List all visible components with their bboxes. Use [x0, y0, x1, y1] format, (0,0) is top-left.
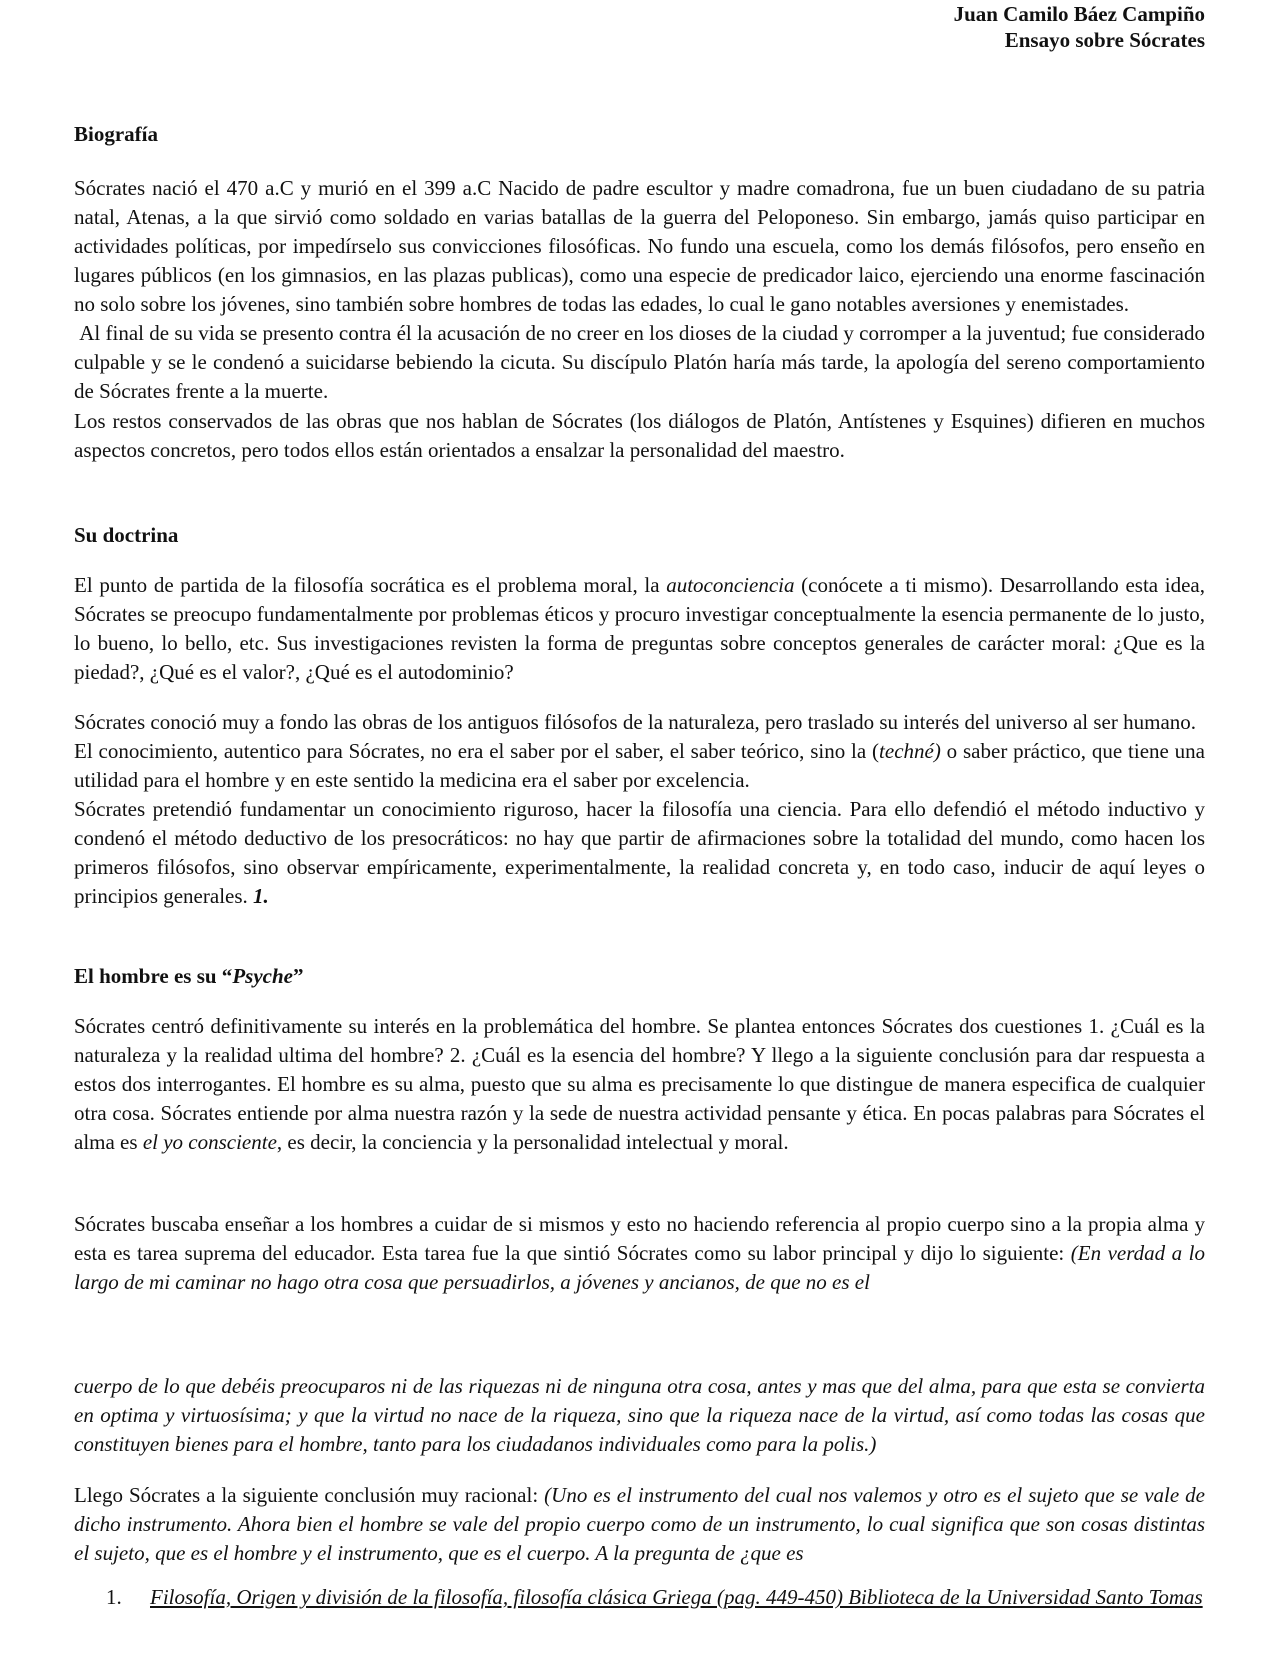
footnote-number: 1.: [106, 1585, 122, 1609]
document-subtitle: Ensayo sobre Sócrates: [1004, 28, 1205, 52]
document-header: [954, 0, 1205, 53]
author-name: Juan Camilo Báez Campiño: [953, 2, 1205, 26]
footnote-text: Filosofía, Origen y división de la filosofía, filosofía clásica Griega (pag. 449-450) Biblioteca de la Universidad Santo Tomas: [150, 1585, 1203, 1609]
section-psyche: [74, 962, 1205, 991]
paragraph: Sócrates nació el 470 a.C y murió en el 399 a.C Nacido de padre escultor y madre comadrona, fue un buen ciudadano de su patria natal, Atenas, a la que sirvió como soldado en varias batallas de la guerra del Peloponeso. Sin embargo, jamás quiso participar en actividades políticas, por impedírselo sus convicciones filosóficas. No fundo una escuela, como los demás filósofos, pero enseño en lugares públicos (en los gimnasios, en las plazas publicas), como una especie de predicador laico, ejerciendo una enorme fascinación no solo sobre los jóvenes, sino también sobre hombres de todas las edades, lo cual le gano notables aversiones y enemistades.: [74, 176, 1205, 316]
paragraph: Sócrates centró definitivamente su interés en la problemática del hombre. Se plantea entonces Sócrates dos cuestiones 1. ¿Cuál es la naturaleza y la realidad ultima del hombre? 2. ¿Cuál es la esencia del hombre? Y llego a la siguiente conclusión para dar respuesta a estos dos interrogantes. El hombre es su alma, puesto que su alma es precisamente lo que distingue de manera especifica de cualquier otra cosa. Sócrates entiende por alma nuestra razón y la sede de nuestra actividad pensante y ética. En pocas palabras para Sócrates el alma es el yo consciente, es decir, la conciencia y la personalidad intelectual y moral.: [74, 1014, 1205, 1154]
emphasis: el yo consciente: [142, 1130, 277, 1154]
emphasis: techné): [879, 739, 941, 763]
doctrina-body-2: [74, 708, 1205, 911]
paragraph: Al final de su vida se presento contra él la acusación de no creer en los dioses de la ciudad y corromper a la juventud; fue considerado culpable y se le condenó a suicidarse bebiendo la cicuta. Su discípulo Platón haría más tarde, la apología del sereno comportamiento de Sócrates frente a la muerte.: [74, 321, 1211, 403]
quote: cuerpo de lo que debéis preocuparos ni de las riquezas ni de ninguna otra cosa, antes y mas que del alma, para que esta se convierta en optima y virtuosísima; y que la virtud no nace de la riqueza, sino que la riqueza nace de la virtud, así como todas las cosas que constituyen bienes para el hombre, tanto para los ciudadanos individuales como para la polis.): [74, 1374, 1205, 1456]
paragraph: Llego Sócrates a la siguiente conclusión muy racional: (Uno es el instrumento del cual nos valemos y otro es el sujeto que se vale de dicho instrumento. Ahora bien el hombre se vale del propio cuerpo como de un instrumento, lo cual significa que son cosas distintas el sujeto, que es el hombre y el instrumento, que es el cuerpo. A la pregunta de ¿que es: [74, 1483, 1205, 1565]
heading-doctrina: Su doctrina: [74, 523, 179, 547]
emphasis: autoconciencia: [666, 573, 795, 597]
psyche-body-4: [74, 1481, 1205, 1568]
doctrina-body: [74, 571, 1205, 687]
psyche-body: [74, 1012, 1205, 1157]
heading-psyche: El hombre es su “Psyche”: [74, 964, 304, 988]
paragraph: [74, 1372, 1205, 1459]
quote: (Uno es el instrumento del cual nos valemos y otro es el sujeto que se vale de dicho instrumento. Ahora bien el hombre se vale del propio cuerpo como de un instrumento, lo cual significa que son cosas distintas el sujeto, que es el hombre y el instrumento, que es el cuerpo. A la pregunta de ¿que es: [74, 1483, 1205, 1565]
section-biografia: [74, 120, 1205, 149]
quote: (En verdad a lo largo de mi caminar no hago otra cosa que persuadirlos, a jóvenes y ancianos, de que no es el: [74, 1241, 1205, 1294]
biografia-body: [74, 174, 1211, 465]
paragraph: El punto de partida de la filosofía socrática es el problema moral, la autoconciencia (conócete a ti mismo). Desarrollando esta idea, Sócrates se preocupo fundamentalmente por problemas éticos y procuro investigar conceptualmente la esencia permanente de lo justo, lo bueno, lo bello, etc. Sus investigaciones revisten la forma de preguntas sobre conceptos generales de carácter moral: ¿Que es la piedad?, ¿Qué es el valor?, ¿Qué es el autodominio?: [74, 573, 1205, 684]
paragraph: Sócrates conoció muy a fondo las obras de los antiguos filósofos de la naturaleza, pero traslado su interés del universo al ser humano.: [74, 710, 1197, 734]
section-doctrina: [74, 521, 1205, 550]
footnote-ref: 1.: [253, 884, 269, 908]
heading-biografia: Biografía: [74, 122, 158, 146]
paragraph: El conocimiento, autentico para Sócrates, no era el saber por el saber, el saber teórico, sino la (techné) o saber práctico, que tiene una utilidad para el hombre y en este sentido la medicina era el saber por excelencia.: [74, 739, 1205, 792]
paragraph: Los restos conservados de las obras que nos hablan de Sócrates (los diálogos de Platón, Antístenes y Esquines) difieren en muchos aspectos concretos, pero todos ellos están orientados a ensalzar la personalidad del maestro.: [74, 409, 1205, 462]
psyche-body-3: [74, 1372, 1205, 1459]
paragraph: Sócrates buscaba enseñar a los hombres a cuidar de si mismos y esto no haciendo referencia al propio cuerpo sino a la propia alma y esta es tarea suprema del educador. Esta tarea fue la que sintió Sócrates como su labor principal y dijo lo siguiente: (En verdad a lo largo de mi caminar no hago otra cosa que persuadirlos, a jóvenes y ancianos, de que no es el: [74, 1212, 1205, 1294]
paragraph: Sócrates pretendió fundamentar un conocimiento riguroso, hacer la filosofía una ciencia. Para ello defendió el método inductivo y condenó el método deductivo de los presocráticos: no hay que partir de afirmaciones sobre la totalidad del mundo, como hacen los primeros filósofos, sino observar empíricamente, experimentalmente, la realidad concreta y, en todo caso, inducir de aquí leyes o principios generales. 1.: [74, 797, 1205, 908]
psyche-body-2: [74, 1210, 1205, 1297]
